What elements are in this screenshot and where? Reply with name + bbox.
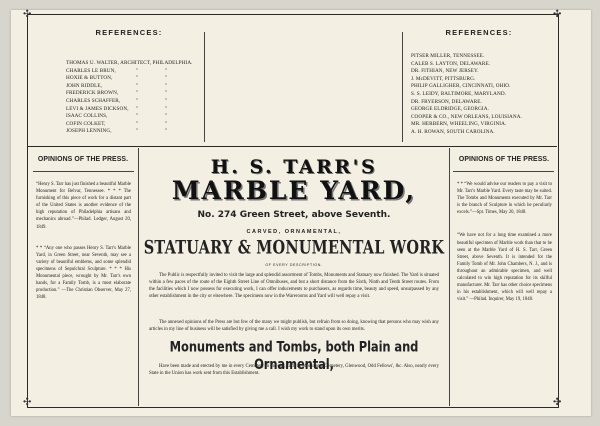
opinions-right-text <box>457 181 552 303</box>
business-address: No. 274 Green Street, above Seventh. <box>197 210 391 220</box>
reference-name: JOSEPH LENNING, <box>66 128 112 135</box>
business-title: MARBLE YARD, <box>171 176 417 205</box>
opinions-left-text <box>36 181 131 301</box>
business-owner-name: H. S. TARR'S <box>210 156 378 178</box>
reference-name: S. S. LEIDY, BALTIMORE, MARYLAND. <box>411 90 507 97</box>
ditto-mark: " <box>165 75 168 82</box>
reference-name: CALEB S. LAYTON, DELAWARE. <box>411 60 491 67</box>
reference-name: THOMAS U. WALTER, ARCHITECT, PHILADELPHIA. <box>66 60 193 66</box>
ditto-mark: " <box>165 82 168 89</box>
opinions-right-heading: OPINIONS OF THE PRESS. <box>458 156 550 163</box>
reference-name: DR. FRYERSON, DELAWARE. <box>411 98 482 105</box>
ditto-mark: " <box>165 97 168 104</box>
reference-name: J. McDEVITT, PITTSBURG. <box>411 75 476 82</box>
reference-name: LEVI & JAMES DICKSON, <box>66 105 129 112</box>
advertisement-sheet <box>11 10 591 416</box>
reference-name: DR. FITHIAN, NEW JERSEY. <box>411 68 479 75</box>
ditto-mark: " <box>165 90 168 97</box>
ditto-mark: " <box>136 75 139 82</box>
references-left-list <box>66 60 193 136</box>
reference-name: A. H. ROWAN, SOUTH CAROLINA. <box>411 128 495 135</box>
ditto-mark: " <box>136 97 139 104</box>
intro-paragraph: The Public is respectfully invited to visit the large and splendid assortment of Tombs, Monuments and Statuary now finished. The Yard is situated within a few paces of the route of the Eighth Street Line of Omnibuses, and but a short distance from the Sixth, Ninth and Tenth Street routes. From the facilities which I now possess for executing work, I can offer inducements to purchasers, as regards time, beauty and speed, unsurpassed by any other establishment in the city or elsewhere. The specimens now in the Warerooms and Yard will well repay a visit. <box>149 273 439 300</box>
ditto-mark: " <box>136 120 139 127</box>
press-note-paragraph: The annexed opinions of the Press are but few of the many we might publish, but refrain from so doing, knowing that persons who may wish any articles in my line of business will be satisfied by giving me a call. I wish my work to stand upon its own merits. <box>149 320 439 333</box>
reference-name: MR. HERBERN, WHEELING, VIRGINIA. <box>411 121 507 128</box>
reference-name: FREDERICK BROWN, <box>66 90 119 97</box>
reference-name: JOHN RIDDLE, <box>66 82 103 89</box>
reference-name: COOPER & CO., NEW ORLEANS, LOUISIANA. <box>411 113 522 120</box>
press-quote: “Henry S. Tarr has just finished a beautiful Marble Monument for Belvar, Tennessee. * * * The furnishing of this piece of work for a distant part of the United States is another evidence of the high reputation of Philadelphia artisans and mechanics abroad.”—Philad. Ledger, August 20, 1849. <box>36 182 132 230</box>
ditto-mark: " <box>165 105 168 112</box>
reference-name: CHARLES LE BRUN, <box>66 67 116 74</box>
ditto-column <box>136 68 138 136</box>
column-divider <box>449 148 450 406</box>
reference-name: PITSER MILLER, TENNESSEE. <box>411 53 485 59</box>
ditto-mark: " <box>165 128 168 135</box>
ditto-mark: " <box>165 67 168 74</box>
press-quote: * * “Any one who passes Henry S. Tarr's Marble Yard, in Green Street, near Seventh, may see a variety of beautiful emblems, and some splendid specimens of Sepulchral Sculpture. * * * His Monumental piece, wrought by Mr. Tarr's own hands, for a Family Tomb, is a most elaborate production.” —The Christian Observer, May 27, 1848. <box>36 245 131 301</box>
reference-name: PHILIP GALLIGHER, CINCINNATI, OHIO. <box>411 83 511 90</box>
corner-ornament-icon: ✣ <box>553 9 562 20</box>
ditto-mark: " <box>136 82 139 89</box>
ditto-mark: " <box>136 105 139 112</box>
ditto-column <box>165 68 167 136</box>
opinions-left-heading: OPINIONS OF THE PRESS. <box>37 156 129 163</box>
reference-name: CHARLES SCHAFFER, <box>66 97 121 104</box>
press-quote: * * “We would advise our readers to pay a visit to Mr. Tarr's Marble Yard. Every taste may be suited. The Tombs and Monuments executed by Mr. Tarr is the branch of Sculpture in which he peculiarly excels.”—Spt. Times, May 20, 1848. <box>457 182 552 216</box>
corner-ornament-icon: ✣ <box>553 397 562 408</box>
ditto-mark: " <box>136 90 139 97</box>
press-quote: “We have not for a long time examined a more beautiful specimen of Marble work than that to be seen at the Marble Yard of H. S. Tarr, Green Street, above Seventh. It is intended for the Family Tomb of Mr. John Chambers, N. J., and is throughout an admirable specimen, and well calculated to win high reputation for its skilful manufacturer. Mr. Tarr has other choice specimens in his establishment, which will well repay a visit.” —Philad. Inquirer, May 19, 1848. <box>457 233 552 303</box>
ditto-mark: " <box>136 128 139 135</box>
column-divider <box>138 148 139 406</box>
references-left-heading: REFERENCES: <box>95 28 163 37</box>
ref-bottom-rule <box>28 146 557 147</box>
reference-name: GEORGE ELDRIDGE, GEORGIA. <box>411 106 489 113</box>
reference-name: ISAAC COLLINS, <box>66 113 108 120</box>
monuments-heading: Monuments and Tombs, both Plain and Ornamental, <box>169 337 419 373</box>
reference-name: COFIN COLKET, <box>66 120 106 127</box>
carved-ornamental-line: CARVED, ORNAMENTAL, <box>246 229 342 235</box>
references-right-list <box>411 53 522 137</box>
ditto-mark: " <box>136 113 139 120</box>
corner-ornament-icon: ✣ <box>23 9 32 20</box>
statuary-heading: STATUARY & MONUMENTAL WORK <box>143 236 445 259</box>
ditto-mark: " <box>165 113 168 120</box>
ref-divider <box>204 32 205 142</box>
corner-ornament-icon: ✣ <box>23 397 32 408</box>
opinions-rule <box>33 171 134 172</box>
ditto-mark: " <box>165 120 168 127</box>
ref-divider <box>402 32 403 142</box>
cemetery-paragraph: Have been made and erected by me in every Cemetery in the city, such as Monument Cemetery, Glenwood, Odd Fellows', &c. Also, nearly every State in the Union has work sent from this Establishment. <box>149 364 439 377</box>
ditto-mark: " <box>136 67 139 74</box>
references-right-heading: REFERENCES: <box>445 28 513 37</box>
every-description-line: OF EVERY DESCRIPTION. <box>265 263 323 267</box>
reference-name: HOXIE & BUTTON, <box>66 75 113 82</box>
opinions-rule <box>453 171 554 172</box>
